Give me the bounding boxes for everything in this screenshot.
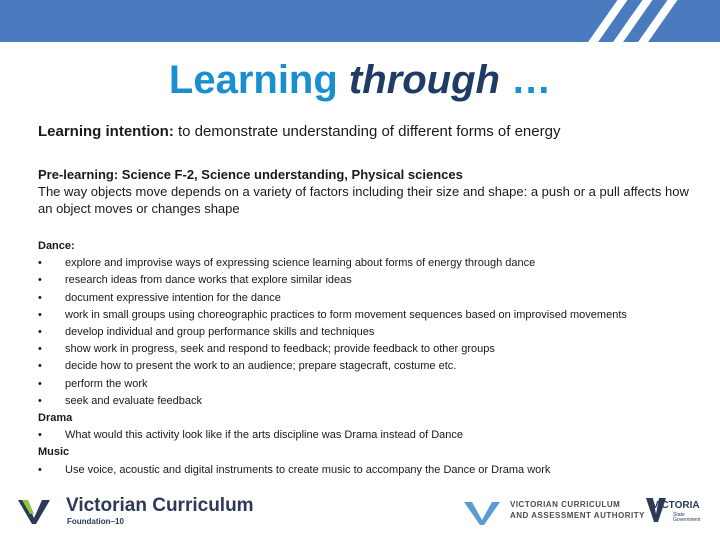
vcaa-logo-text [510, 499, 645, 521]
bullet-icon: • [38, 360, 42, 373]
activity-sections [38, 238, 708, 479]
bullet-icon: • [38, 394, 42, 407]
bullet-text: seek and evaluate feedback [65, 394, 202, 407]
vc-logo-subtitle: Foundation–10 [67, 517, 124, 526]
bullet-item [38, 341, 708, 358]
bullet-item [38, 307, 708, 324]
vc-logo-name: Victorian Curriculum [66, 495, 254, 516]
bullet-text: show work in progress, seek and respond to feedback; provide feedback to other groups [65, 343, 495, 356]
bullet-text: develop individual and group performance skills and techniques [65, 326, 375, 339]
bullet-item [38, 324, 708, 341]
bullet-text: What would this activity look like if the arts discipline was Drama instead of Dance [65, 429, 464, 442]
page-title [0, 58, 720, 103]
bullet-text: Use voice, acoustic and digital instruments to create music to accompany the Dance or Drama work [65, 463, 551, 476]
bullet-item [38, 358, 708, 375]
dance-heading: Dance: [38, 240, 75, 252]
dance-list [38, 255, 708, 410]
intention-text: to demonstrate understanding of different forms of energy [173, 123, 561, 140]
bullet-icon: • [38, 291, 42, 304]
bullet-item [38, 427, 708, 444]
drama-heading: Drama [38, 412, 73, 425]
bullet-text: decide how to present the work to an audience; prepare stagecraft, costume etc. [65, 360, 457, 373]
bullet-icon: • [38, 274, 42, 287]
bullet-icon: • [38, 257, 42, 270]
title-emphasis: through [348, 58, 500, 102]
bullet-item [38, 393, 708, 410]
music-list [38, 462, 708, 479]
bullet-text: explore and improvise ways of expressing science learning about forms of energy through dance [65, 257, 536, 270]
bullet-text: perform the work [65, 377, 148, 390]
prelearning-heading: Pre-learning: Science F-2, Science understanding, Physical sciences [38, 167, 463, 182]
drama-list [38, 427, 708, 444]
bullet-item [38, 376, 708, 393]
vcaa-logo-icon [462, 498, 502, 526]
victoria-logo-name: VICTORIA [652, 500, 700, 511]
bullet-item [38, 272, 708, 289]
intention-label: Learning intention: [38, 123, 174, 140]
vcaa-line-2: AND ASSESSMENT AUTHORITY [510, 511, 645, 520]
bullet-icon: • [38, 429, 42, 442]
bullet-icon: • [38, 463, 42, 476]
bullet-item [38, 290, 708, 307]
prelearning-block [38, 166, 698, 217]
bullet-text: work in small groups using choreographic practices to form movement sequences based on improvised movements [65, 308, 627, 321]
bullet-text: document expressive intention for the dance [65, 291, 281, 304]
prelearning-text: The way objects move depends on a variety of factors including their size and shape: a push or a pull affects how an object moves or changes shape [38, 184, 689, 216]
vc-logo-icon [16, 496, 52, 526]
victoria-logo-subtitle: State Government [673, 512, 701, 523]
bullet-text: research ideas from dance works that explore similar ideas [65, 274, 352, 287]
bullet-icon: • [38, 326, 42, 339]
header-band [0, 0, 720, 42]
bullet-icon: • [38, 308, 42, 321]
vcaa-line-1: VICTORIAN CURRICULUM [510, 500, 621, 509]
bullet-item [38, 462, 708, 479]
title-main: Learning [168, 58, 349, 102]
learning-intention [38, 123, 560, 140]
music-heading: Music [38, 446, 70, 459]
bullet-item [38, 255, 708, 272]
title-ellipsis: … [499, 58, 552, 102]
bullet-icon: • [38, 343, 42, 356]
bullet-icon: • [38, 377, 42, 390]
footer-logos [0, 490, 720, 540]
